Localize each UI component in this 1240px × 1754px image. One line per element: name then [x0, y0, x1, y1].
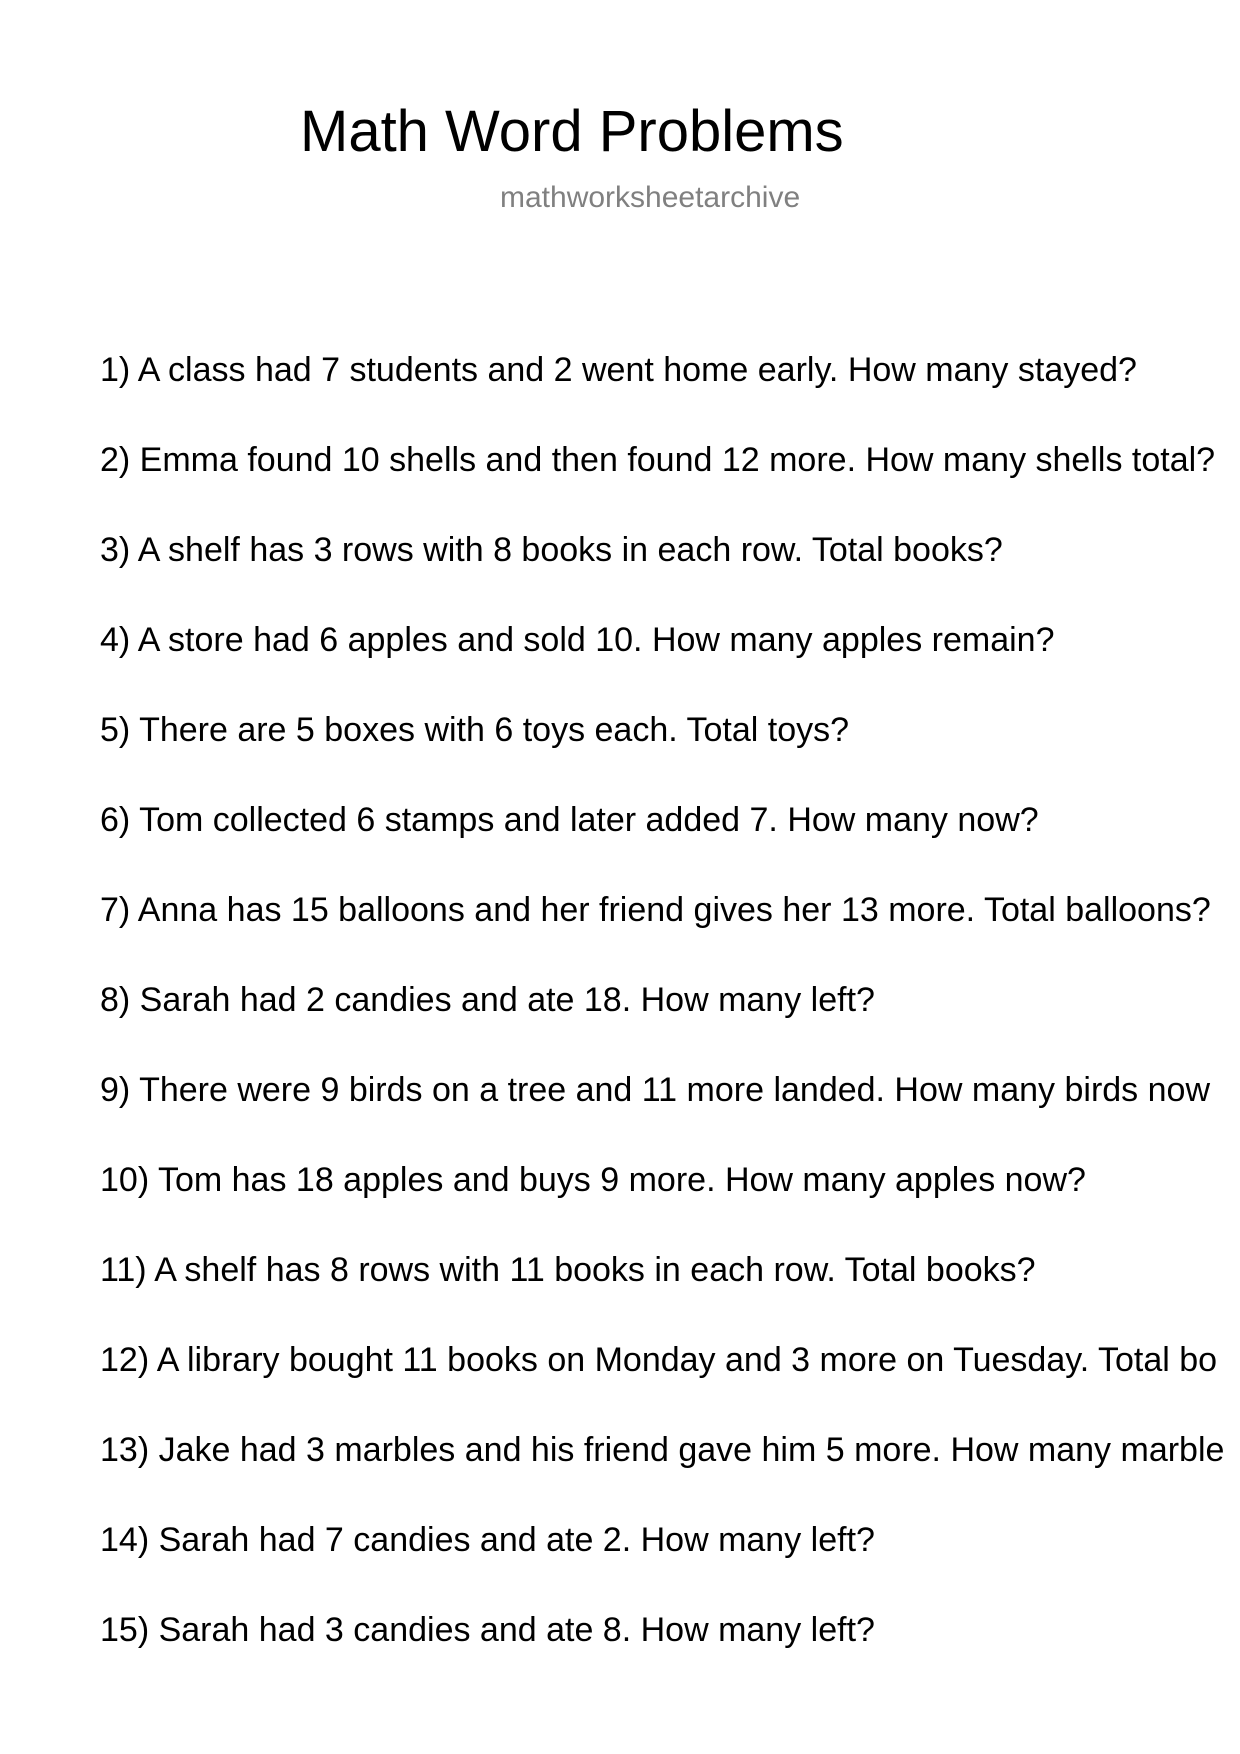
problem-item-7: 7) Anna has 15 balloons and her friend gives her 13 more. Total balloons? — [100, 891, 1211, 929]
problem-item-1: 1) A class had 7 students and 2 went home early. How many stayed? — [100, 351, 1137, 389]
problem-item-5: 5) There are 5 boxes with 6 toys each. Total toys? — [100, 711, 850, 749]
problem-item-13: 13) Jake had 3 marbles and his friend gave him 5 more. How many marble — [100, 1431, 1225, 1469]
problem-item-11: 11) A shelf has 8 rows with 11 books in each row. Total books? — [100, 1251, 1036, 1289]
problem-item-4: 4) A store had 6 apples and sold 10. How many apples remain? — [100, 621, 1055, 659]
problem-item-12: 12) A library bought 11 books on Monday and 3 more on Tuesday. Total bo — [100, 1341, 1218, 1379]
problem-item-10: 10) Tom has 18 apples and buys 9 more. How many apples now? — [100, 1161, 1086, 1199]
problem-item-2: 2) Emma found 10 shells and then found 12 more. How many shells total? — [100, 441, 1216, 479]
problem-item-6: 6) Tom collected 6 stamps and later added 7. How many now? — [100, 801, 1039, 839]
problem-item-15: 15) Sarah had 3 candies and ate 8. How many left? — [100, 1611, 875, 1649]
page-title: Math Word Problems — [300, 99, 844, 164]
problem-item-8: 8) Sarah had 2 candies and ate 18. How many left? — [100, 981, 875, 1019]
problem-list — [100, 325, 1240, 1675]
page-subtitle: mathworksheetarchive — [500, 181, 801, 214]
problem-item-3: 3) A shelf has 3 rows with 8 books in each row. Total books? — [100, 531, 1003, 569]
problem-item-14: 14) Sarah had 7 candies and ate 2. How many left? — [100, 1521, 875, 1559]
problem-item-9: 9) There were 9 birds on a tree and 11 more landed. How many birds now — [100, 1071, 1210, 1109]
